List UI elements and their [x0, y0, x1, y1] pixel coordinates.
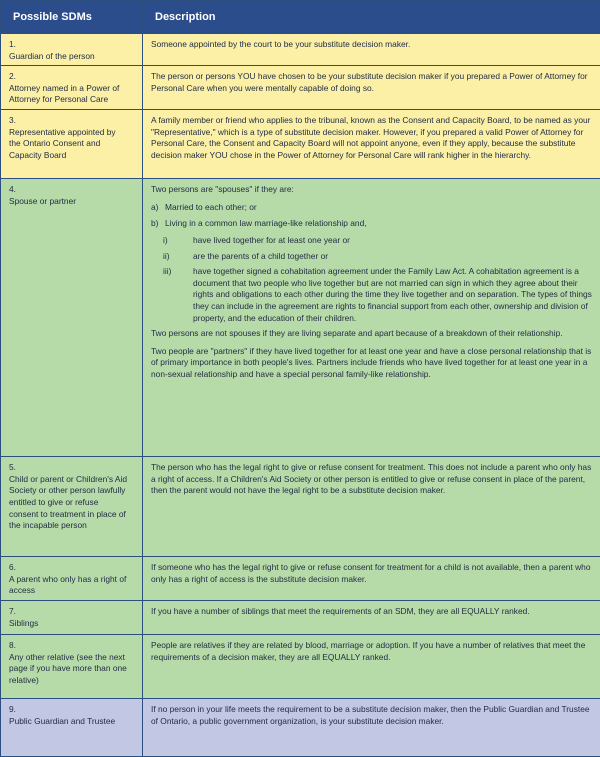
list-marker: ii) — [163, 250, 170, 261]
sdm-label-cell — [1, 457, 143, 557]
table-row — [1, 34, 600, 66]
sub-list-item — [151, 251, 594, 263]
header-description: Description — [143, 1, 600, 34]
row-number: 7. — [9, 605, 16, 616]
list-item — [151, 218, 594, 230]
sdm-label: Child or parent or Children's Aid Society or other person lawfully entitled to give or refuse consent to treatment in place of the incapable person — [9, 473, 127, 531]
table-row — [1, 600, 600, 634]
table-row — [1, 66, 600, 110]
partners-paragraph: Two people are "partners" if they have lived together for at least one year and have a close personal relationship that is of primary importance in both people's lives. Partners include friends who have lived together for at least one year in a non-sexual relationship and have a special personal family-like relationship. — [151, 345, 592, 379]
sdm-label-cell — [1, 110, 143, 179]
description-cell: If someone who has the legal right to give or refuse consent for treatment for a child is not available, then a parent who only has a right of access is the substitute decision maker. — [143, 557, 600, 601]
row-number: 1. — [9, 39, 16, 49]
row-number: 8. — [9, 639, 16, 650]
list-text: are the parents of a child together or — [193, 250, 329, 261]
table-row — [1, 698, 600, 756]
row-number: 4. — [9, 184, 16, 195]
sdm-label: Public Guardian and Trustee — [9, 715, 116, 726]
spouse-intro: Two persons are "spouses" if they are: — [151, 184, 294, 195]
list-text: have lived together for at least one year or — [193, 234, 350, 245]
table-row — [1, 110, 600, 179]
list-text: have together signed a cohabitation agreement under the Family Law Act. A cohabitation agreement is a document that two people who live together but are not married can sign in which they agree about their rights and obligations to each other during the time they live together and on separation. The types of things they can include in the agreement are rights to financial support from each other, ownership and division of property, and the education of their children. — [193, 266, 592, 323]
sdm-label: Guardian of the person — [9, 50, 95, 61]
table-row — [1, 179, 600, 457]
list-item — [151, 202, 594, 214]
sdm-label-cell — [1, 66, 143, 110]
table-row — [1, 557, 600, 601]
description-cell: The person or persons YOU have chosen to be your substitute decision maker if you prepared a Power of Attorney for Personal Care when you were mentally capable of doing so. — [143, 66, 600, 110]
sdm-label-cell — [1, 557, 143, 601]
description-cell: The person who has the legal right to give or refuse consent for treatment. This does not include a parent who only has a right of access. If a Children's Aid Society or other person is entitled to give or refuse consent in place of the parent, then the parent would not have the legal right to be a substitute decision maker. — [143, 457, 600, 557]
sdm-label-cell — [1, 179, 143, 457]
sub-list-item — [151, 235, 594, 247]
list-text: Married to each other; or — [165, 201, 257, 212]
list-marker: b) — [151, 218, 159, 229]
row-number: 2. — [9, 71, 16, 82]
row-number: 5. — [9, 462, 16, 473]
row-number: 9. — [9, 703, 16, 714]
table-header-row — [1, 1, 600, 34]
sdm-label: Representative appointed by the Ontario Consent and Capacity Board — [9, 126, 116, 160]
row-number: 6. — [9, 562, 16, 573]
description-cell: People are relatives if they are related by blood, marriage or adoption. If you have a number of relatives that meet the requirements of a decision maker, they are all EQUALLY ranked. — [143, 634, 600, 698]
description-cell: Someone appointed by the court to be your substitute decision maker. — [143, 34, 600, 66]
list-marker: a) — [151, 201, 159, 212]
header-possible-sdms: Possible SDMs — [1, 1, 143, 34]
sdm-label: Any other relative (see the next page if you have more than one relative) — [9, 651, 127, 685]
sdm-label: Siblings — [9, 617, 39, 628]
table-row — [1, 634, 600, 698]
sdm-label: Attorney named in a Power of Attorney for Personal Care — [9, 82, 120, 105]
row-number: 3. — [9, 115, 16, 126]
sdm-label: A parent who only has a right of access — [9, 573, 127, 596]
description-cell: A family member or friend who applies to the tribunal, known as the Consent and Capacity Board, to be named as your "Representative," which is a type of substitute decision maker. However, if you prepared a valid Power of Attorney for Personal Care, the Consent and Capacity Board will not appoint anyone, even if they apply, because the substitute decision maker YOU chose in the Power of Attorney for Personal Care will rank higher in the hierarchy. — [143, 110, 600, 179]
description-cell: If no person in your life meets the requirement to be a substitute decision maker, then the Public Guardian and Trustee of Ontario, a public government organization, is your substitute decision maker. — [143, 698, 600, 756]
list-marker: i) — [163, 234, 168, 245]
list-text: Living in a common law marriage-like relationship and, — [165, 218, 367, 229]
sdm-label-cell — [1, 698, 143, 756]
description-cell — [143, 179, 600, 457]
sdm-label-cell — [1, 34, 143, 66]
sub-list-item — [151, 266, 594, 324]
description-cell: If you have a number of siblings that meet the requirements of an SDM, they are all EQUALLY ranked. — [143, 600, 600, 634]
sdm-label: Spouse or partner — [9, 195, 77, 206]
list-marker: iii) — [163, 266, 172, 277]
sdm-label-cell — [1, 634, 143, 698]
table-row — [1, 457, 600, 557]
not-spouses-paragraph: Two persons are not spouses if they are living separate and apart because of a breakdown of their relationship. — [151, 328, 563, 339]
sdm-label-cell — [1, 600, 143, 634]
